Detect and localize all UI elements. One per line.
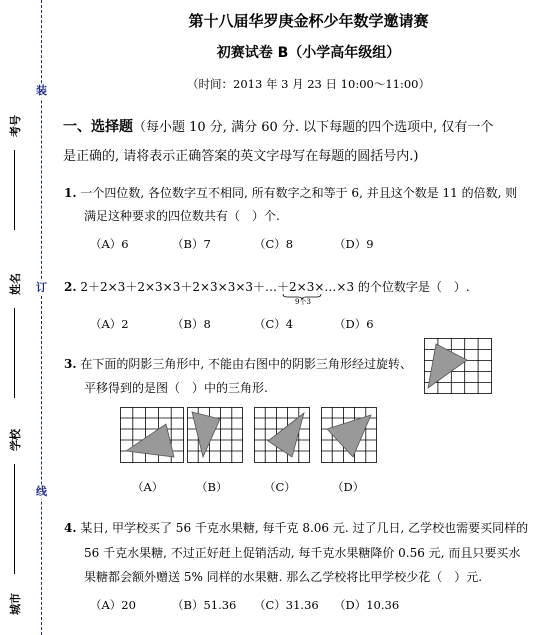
option-b[interactable]: （B）8 [172,317,211,331]
question-2 [64,278,470,295]
question-number: 2. [64,280,77,294]
option-a[interactable]: （A）20 [90,598,136,612]
question-1 [64,184,517,201]
exam-subtitle: 初赛试卷 B（小学高年级组） [216,45,401,61]
option-b[interactable]: （B）51.36 [172,598,237,612]
option-c[interactable]: （C）31.36 [254,598,319,612]
question-3 [64,355,412,372]
question-text: 平移得到的是图（ ）中的三角形. [84,381,268,395]
field-name: 姓名 [9,273,22,295]
section-line-1 [63,116,493,136]
option-d[interactable]: （D）6 [334,317,374,331]
question-text: 某日, 甲学校买了 56 千克水果糖, 每千克 8.06 元. 过了几日, 乙学校也需要买同样的 [80,521,529,535]
question-text: 56 千克水果糖, 不过正好赶上促销活动, 每千克水果糖降价 0.56 元, 而且只要买水 [84,546,521,560]
brace-note: 9个3 [295,298,311,306]
field-line [14,150,15,230]
option-b[interactable]: （B） [196,480,228,494]
field-exam-number: 考号 [9,115,22,137]
option-c[interactable]: （C）8 [254,237,294,251]
option-figure-c [254,407,310,463]
option-d[interactable]: （D）9 [334,237,374,251]
question-text: 果糖都会额外赠送 5% 同样的水果糖. 那么乙学校将比甲学校少花（ ）元. [84,570,483,584]
field-school: 学校 [9,429,22,451]
question-4 [64,519,528,536]
reference-triangle-figure [424,338,492,394]
field-line [14,464,15,574]
exam-time: （时间：2013 年 3 月 23 日 10:00～11:00） [187,77,430,91]
option-a[interactable]: （A）2 [90,317,129,331]
question-number: 3. [64,357,77,371]
binding-char-zhuang: 装 [36,84,47,97]
question-text: 一个四位数, 各位数字互不相同, 所有数字之和等于 6, 并且这个数是 11 的倍数, 则 [80,186,518,200]
section-instructions-2: 是正确的, 请将表示正确答案的英文字母写在每题的圆括号内.) [63,149,419,164]
option-a[interactable]: （A） [132,480,164,494]
section-instructions-1: （每小题 10 分, 满分 60 分. 以下每题的四个选项中, 仅有一个 [133,120,494,135]
field-line [14,308,15,398]
option-c[interactable]: （C）4 [254,317,294,331]
option-figure-d [321,407,377,463]
question-text: 在下面的阴影三角形中, 不能由右图中的阴影三角形经过旋转、 [80,357,412,371]
question-text: 满足这种要求的四位数共有（ ）个. [84,209,280,223]
question-number: 4. [64,521,77,535]
option-c[interactable]: （C） [264,480,296,494]
option-d[interactable]: （D）10.36 [334,598,400,612]
binding-char-ding: 订 [36,281,47,294]
exam-title: 第十八届华罗庚金杯少年数学邀请赛 [188,12,429,30]
option-d[interactable]: （D） [332,480,365,494]
option-a[interactable]: （A）6 [90,237,129,251]
section-heading: 一、选择题 [63,119,133,135]
option-figure-a [120,407,184,463]
question-text: 2＋2×3＋2×3×3＋2×3×3×3＋…＋2×3×…×3 的个位数字是（ ）. [80,280,470,294]
question-number: 1. [64,186,77,200]
option-figure-b [187,407,243,463]
option-b[interactable]: （B）7 [172,237,211,251]
field-city: 城市 [9,593,22,615]
binding-char-xian: 线 [36,485,47,498]
